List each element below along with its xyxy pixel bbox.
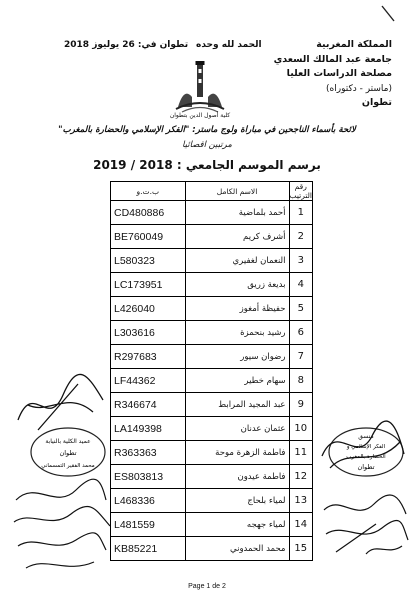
cin-cell: L580323 <box>111 249 186 273</box>
name-cell: أشرف كريم <box>185 225 289 249</box>
program-types-label: (ماستر - دكتوراه) <box>326 83 392 94</box>
name-cell: حفيظة أمغوز <box>185 297 289 321</box>
name-cell: سهام خطير <box>185 369 289 393</box>
table-row <box>111 393 313 417</box>
rank-cell: 15 <box>289 537 313 561</box>
rank-cell: 13 <box>289 489 313 513</box>
institution-header <box>242 38 392 111</box>
rank-column-header: رقم الترتيب <box>289 182 312 200</box>
rank-cell: 7 <box>289 345 313 369</box>
cin-cell: CD480886 <box>111 201 186 225</box>
academic-season-title: برسم الموسم الجامعي : 2018 / 2019 <box>93 158 321 172</box>
rank-cell: 8 <box>289 369 313 393</box>
cin-cell: L468336 <box>111 489 186 513</box>
stamp-program-line2: الحضارة بالمغرب <box>346 454 386 460</box>
handwritten-corner-mark <box>376 2 400 26</box>
name-cell: عثمان عدنان <box>185 417 289 441</box>
cin-cell: R346674 <box>111 393 186 417</box>
cin-cell: R363363 <box>111 441 186 465</box>
rank-cell: 10 <box>289 417 313 441</box>
name-cell: رشيد بنحمزة <box>185 321 289 345</box>
table-row <box>111 297 313 321</box>
name-column-header: الاسم الكامل <box>185 182 289 201</box>
rank-cell: 4 <box>289 273 313 297</box>
name-cell: عبد المجيد المرابط <box>185 393 289 417</box>
graduate-studies-label: مصلحة الدراسات العليا <box>286 68 392 79</box>
rank-cell: 12 <box>289 465 313 489</box>
cin-cell: LF44362 <box>111 369 186 393</box>
name-cell: لمياء بلحاج <box>185 489 289 513</box>
name-cell: النعمان لغفيري <box>185 249 289 273</box>
university-label: جامعة عبد المالك السعدي <box>273 53 392 65</box>
cin-cell: R297683 <box>111 345 186 369</box>
name-cell: بديعة زريق <box>185 273 289 297</box>
stamp-coordinator-title: منسق <box>358 433 374 440</box>
list-subheading: مرتبين اقصائيا <box>182 140 232 150</box>
city-label: تطوان <box>361 97 392 108</box>
logo-caption: كلية أصول الدين بتطوان <box>169 112 231 119</box>
table-row <box>111 273 313 297</box>
name-cell: فاطمة الزهرة موحة <box>185 441 289 465</box>
table-row <box>111 369 313 393</box>
rank-cell: 1 <box>289 201 313 225</box>
cin-cell: LA149398 <box>111 417 186 441</box>
name-cell: أحمد بلماضية <box>185 201 289 225</box>
cin-cell: L426040 <box>111 297 186 321</box>
stamp-city-left: تطوان <box>59 449 77 457</box>
name-cell: فاطمة عيدون <box>185 465 289 489</box>
table-row <box>111 489 313 513</box>
stamp-dean-name: محمد الفقير التمسماني <box>41 463 95 469</box>
table-header-row <box>111 182 313 201</box>
stamp-program-line1: الفكر الإسلامي و <box>346 444 386 450</box>
cin-cell: LC173951 <box>111 273 186 297</box>
rank-cell: 9 <box>289 393 313 417</box>
committee-signatures-right <box>316 488 412 560</box>
cin-cell: BE760049 <box>111 225 186 249</box>
table-row <box>111 201 313 225</box>
rank-cell: 6 <box>289 321 313 345</box>
kingdom-label: المملكة المغربية <box>316 39 392 50</box>
page-number: Page 1 de 2 <box>188 583 226 590</box>
table-row <box>111 321 313 345</box>
name-cell: محمد الحمدوني <box>185 537 289 561</box>
admitted-students-table <box>110 181 313 561</box>
table-row <box>111 345 313 369</box>
date-line: تطوان في: 26 يوليوز 2018 <box>64 40 189 50</box>
table-row <box>111 225 313 249</box>
table-row <box>111 537 313 561</box>
hamd-line: الحمد لله وحده <box>196 40 262 50</box>
stamp-dean-title: عميد الكلية بالنيابة <box>45 438 91 445</box>
rank-cell: 11 <box>289 441 313 465</box>
rank-cell: 14 <box>289 513 313 537</box>
cin-cell: ES803813 <box>111 465 186 489</box>
dean-signature <box>8 360 118 440</box>
rank-cell: 2 <box>289 225 313 249</box>
cin-cell: KB85221 <box>111 537 186 561</box>
table-row <box>111 441 313 465</box>
table-row <box>111 513 313 537</box>
cin-cell: L303616 <box>111 321 186 345</box>
table-row <box>111 417 313 441</box>
name-cell: رضوان سيور <box>185 345 289 369</box>
cin-column-header: ب.ت.و <box>111 182 186 201</box>
rank-cell: 3 <box>289 249 313 273</box>
committee-signatures-left <box>6 470 116 580</box>
stamp-city-right: تطوان <box>357 463 375 471</box>
table-row <box>111 465 313 489</box>
coordinator-signature <box>312 406 412 476</box>
list-heading: لائحة بأسماء الناجحين في مباراة ولوج ماستر: "الفكر الإسلامي والحضارة بالمغرب" <box>58 125 356 135</box>
name-cell: لمياء جهجه <box>185 513 289 537</box>
rank-cell: 5 <box>289 297 313 321</box>
cin-cell: L481559 <box>111 513 186 537</box>
table-row <box>111 249 313 273</box>
